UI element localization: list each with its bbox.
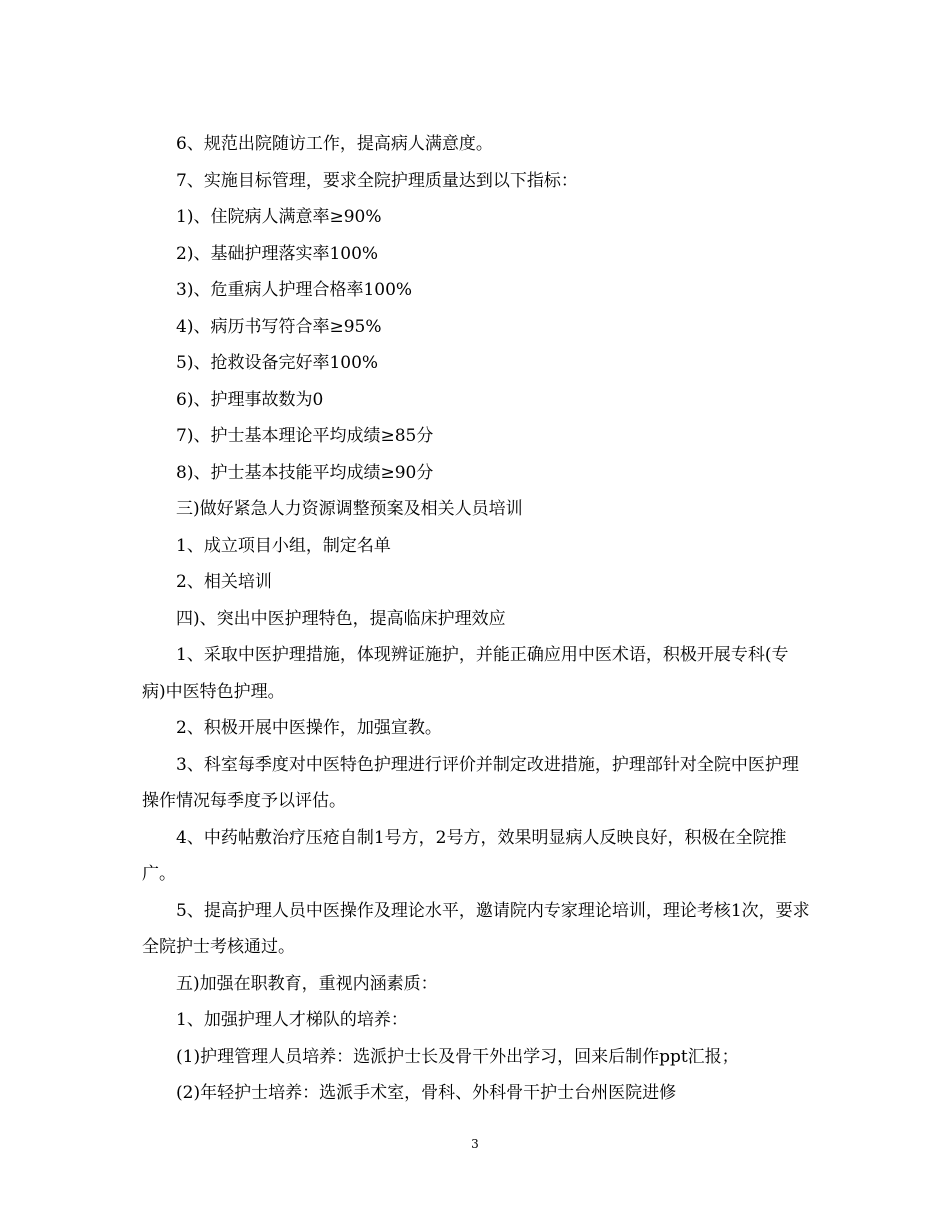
list-item: 6)、护理事故数为0 (176, 389, 324, 410)
list-item: 5)、抢救设备完好率100% (176, 353, 379, 373)
paragraph: 4、中药帖敷治疗压疮自制1号方，2号方，效果明显病人反映良好，积极在全院推广。 (142, 827, 787, 884)
section-heading: 三)做好紧急人力资源调整预案及相关人员培训 (176, 499, 523, 519)
paragraph: 2、积极开展中医操作，加强宣教。 (176, 718, 442, 738)
list-item: 3)、危重病人护理合格率100% (176, 280, 413, 300)
list-item: 4)、病历书写符合率≥95% (176, 316, 382, 337)
paragraph: 2、相关培训 (176, 572, 272, 592)
paragraph: 6、规范出院随访工作，提高病人满意度。 (176, 134, 493, 154)
paragraph: 1、采取中医护理措施，体现辨证施护，并能正确应用中医术语，积极开展专科(专病)中医特色护理。 (142, 645, 789, 702)
paragraph: 1、加强护理人才梯队的培养： (176, 1010, 408, 1030)
paragraph: (2)年轻护士培养：选派手术室，骨科、外科骨干护士台州医院进修 (176, 1083, 677, 1103)
paragraph: 1、成立项目小组，制定名单 (176, 535, 391, 556)
list-item: 7)、护士基本理论平均成绩≥85分 (176, 426, 434, 446)
paragraph: 5、提高护理人员中医操作及理论水平，邀请院内专家理论培训，理论考核1次，要求全院护士考核通过。 (142, 900, 810, 957)
list-item: 1)、住院病人满意率≥90% (176, 207, 382, 227)
list-item: 2)、基础护理落实率100% (176, 243, 379, 264)
page-number: 3 (471, 1137, 479, 1151)
paragraph: 3、科室每季度对中医特色护理进行评价并制定改进措施，护理部针对全院中医护理操作情况每季度予以评估。 (142, 754, 799, 811)
document-body (142, 126, 810, 1112)
paragraph: 7、实施目标管理，要求全院护理质量达到以下指标： (176, 170, 578, 191)
list-item: 8)、护士基本技能平均成绩≥90分 (176, 462, 434, 483)
section-heading: 四)、突出中医护理特色，提高临床护理效应 (176, 608, 506, 629)
paragraph: (1)护理管理人员培养：选派护士长及骨干外出学习，回来后制作ppt汇报； (176, 1046, 739, 1067)
section-heading: 五)加强在职教育，重视内涵素质： (176, 973, 438, 994)
